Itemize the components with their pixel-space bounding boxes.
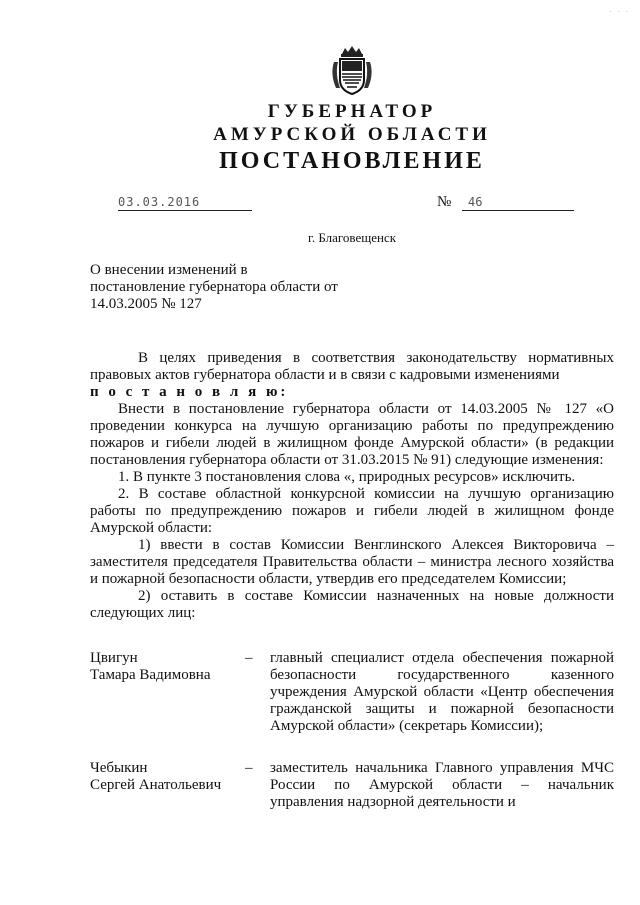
paragraph-item-1: 1. В пункте 3 постановления слова «, природных ресурсов» исключить.	[118, 469, 576, 485]
scan-marks: · · ·	[609, 8, 630, 16]
person-given-name: Сергей Анатольевич	[90, 777, 222, 793]
person-position: главный специалист отдела обеспечения пожарной безопасности государственного казенного учреждения Амурской области «Центр обеспечения гражданской защиты и пожарной безопасности Амурской области» (секретарь Комиссии);	[270, 650, 614, 734]
header-line1: ГУБЕРНАТОР	[267, 101, 437, 122]
person-name	[90, 760, 245, 811]
person-surname: Цвигун	[90, 650, 138, 666]
document-date: 03.03.2016	[118, 195, 252, 211]
person-dash: –	[245, 760, 253, 776]
city: г. Благовещенск	[307, 230, 397, 245]
person-entry	[90, 650, 614, 735]
person-given-name: Тамара Вадимовна	[90, 667, 211, 683]
paragraph-main: Внести в постановление губернатора области от 14.03.2005 № 127 «О проведении конкурса на лучшую организацию работы по предупреждению пожаров и гибели людей в жилищном фонде Амурской области» (в редакции постановления губернатора области от 31.03.2015 № 91) следующие изменения:	[90, 401, 614, 468]
persons-list	[90, 650, 614, 836]
paragraph-subitem-2: 2) оставить в составе Комиссии назначенных на новые должности следующих лиц:	[90, 588, 614, 621]
document-type: ПОСТАНОВЛЕНИЕ	[219, 148, 485, 174]
document-subject: О внесении изменений в постановление губернатора области от 14.03.2005 № 127	[90, 262, 338, 312]
person-surname: Чебыкин	[90, 760, 148, 776]
person-position: заместитель начальника Главного управления МЧС России по Амурской области – начальник управления надзорной деятельности и	[270, 760, 614, 810]
person-name	[90, 650, 245, 735]
postanovlyayu: п о с т а н о в л я ю:	[90, 384, 289, 400]
number-label: №	[437, 194, 452, 210]
paragraph-item-2: 2. В составе областной конкурсной комиссии на лучшую организацию работы по предупреждению пожаров и гибели людей в жилищном фонде Амурской области:	[90, 486, 614, 536]
person-dash: –	[245, 650, 253, 666]
coat-of-arms-icon	[328, 44, 376, 98]
header-line2: АМУРСКОЙ ОБЛАСТИ	[213, 124, 491, 145]
intro-paragraph: В целях приведения в соответствия законодательству нормативных правовых актов губернатора области и в связи с кадровыми изменениями	[90, 350, 614, 383]
person-entry	[90, 760, 614, 811]
document-body	[90, 350, 614, 622]
paragraph-subitem-1: 1) ввести в состав Комиссии Венглинского Алексея Викторовича – заместителя председателя Правительства области – министра лесного хозяйства и пожарной безопасности области, утвердив его председателем Комиссии;	[90, 537, 614, 587]
document-number: 46	[462, 195, 574, 211]
